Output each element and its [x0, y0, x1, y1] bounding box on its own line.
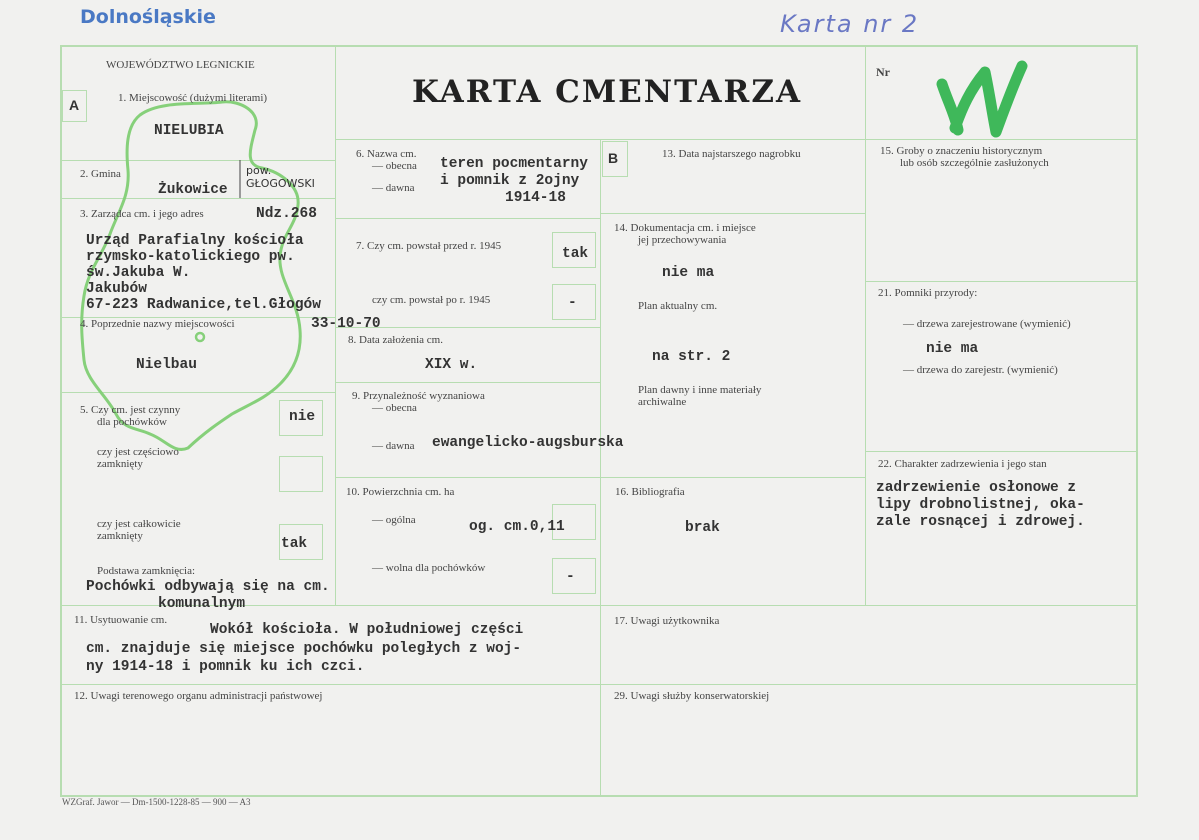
field-10-total: og. cm.0,11: [469, 519, 565, 535]
field-9-label: 9. Przynależność wyznaniowa: [352, 390, 485, 402]
field-11-line: Wokół kościoła. W południowej części: [210, 622, 524, 638]
field-17-label: 17. Uwagi użytkownika: [614, 615, 720, 627]
field-10-label: 10. Powierzchnia cm. ha: [346, 486, 455, 498]
field-21-registered-label: — drzewa zarejestrowane (wymienić): [903, 318, 1071, 330]
field-5-reason: komunalnym: [158, 596, 246, 612]
field-16-label: 16. Bibliografia: [615, 486, 685, 498]
field-12-label: 12. Uwagi terenowego organu administracji państwowej: [74, 690, 323, 702]
field-14-old-label: Plan dawny i inne materiały: [638, 384, 762, 396]
field-4-value: Nielbau: [136, 357, 197, 373]
field-10-total-label: — ogólna: [372, 514, 416, 526]
field-7-after-value: -: [568, 295, 577, 311]
field-5-reason: Pochówki odbywają się na cm.: [86, 579, 330, 595]
field-14-value: nie ma: [662, 265, 715, 281]
field-2-handwritten: pow. GŁOGOWSKI: [246, 164, 315, 190]
field-5-reason-label: Podstawa zamknięcia:: [97, 565, 196, 577]
field-22-label: 22. Charakter zadrzewienia i jego stan: [878, 458, 1047, 470]
field-7-label: 7. Czy cm. powstał przed r. 1945: [356, 240, 502, 252]
field-3-ndz: Ndz.268: [256, 206, 317, 222]
field-10-free-label: — wolna dla pochówków: [372, 562, 486, 574]
field-6-former-label: — dawna: [372, 182, 415, 194]
field-11-line: cm. znajduje się miejsce pochówku poległych z woj-: [86, 641, 522, 657]
page-title: KARTA CMENTARZA: [412, 74, 802, 110]
field-5-active-value: nie: [289, 409, 316, 425]
field-15-label: lub osób szczególnie zasłużonych: [900, 157, 1049, 169]
field-5-full-value: tak: [281, 536, 308, 552]
field-1-label: 1. Miejscowość (dużymi literami): [118, 92, 268, 104]
field-8-value: XIX w.: [425, 357, 478, 373]
field-14-old-label: archiwalne: [638, 396, 687, 408]
field-6-current: teren pocmentarny: [440, 156, 588, 172]
field-5-full-label: czy jest całkowicie: [97, 518, 181, 530]
field-6-current: i pomnik z 2ojny: [440, 173, 580, 189]
field-1-value: NIELUBIA: [154, 123, 224, 139]
handwritten-card-number: Karta nr 2: [780, 10, 920, 38]
field-8-label: 8. Data założenia cm.: [348, 334, 443, 346]
region-stamp: Dolnośląskie: [80, 6, 216, 28]
nr-label: Nr: [876, 65, 890, 79]
field-7-value: tak: [562, 246, 589, 262]
field-16-value: brak: [685, 520, 720, 536]
field-6-current: 1914-18: [505, 190, 566, 206]
voivodeship-label: WOJEWÓDZTWO LEGNICKIE: [106, 59, 255, 71]
field-14-label: jej przechowywania: [638, 234, 727, 246]
field-3-line: rzymsko-katolickiego pw.: [86, 249, 295, 265]
field-14-plan-value: na str. 2: [652, 349, 731, 365]
field-14-label: 14. Dokumentacja cm. i miejsce: [614, 222, 756, 234]
field-3-line: 67-223 Radwanice,tel.Głogów: [86, 297, 321, 313]
field-5-label: 5. Czy cm. jest czynny: [80, 404, 181, 416]
field-13-label: 13. Data najstarszego nagrobku: [662, 148, 801, 160]
field-5-full-label: zamknięty: [97, 530, 143, 542]
field-3-line: Jakubów: [86, 281, 147, 297]
field-3-label: 3. Zarządca cm. i jego adres: [80, 208, 204, 220]
field-10-free: -: [566, 569, 575, 585]
section-b-letter: B: [608, 150, 619, 166]
field-9-current-label: — obecna: [372, 402, 417, 414]
field-5-partial-label: zamknięty: [97, 458, 143, 470]
field-22-line: lipy drobnolistnej, oka-: [876, 497, 1085, 513]
field-22-line: zadrzewienie osłonowe z: [876, 480, 1077, 496]
field-29-label: 29. Uwagi służby konserwatorskiej: [614, 690, 770, 702]
field-5-label: dla pochówków: [97, 416, 167, 428]
field-5-partial-label: czy jest częściowo: [97, 446, 179, 458]
field-9-former-label: — dawna: [372, 440, 415, 452]
field-6-label: 6. Nazwa cm.: [356, 148, 417, 160]
field-21-toregister-label: — drzewa do zarejestr. (wymienić): [903, 364, 1058, 376]
field-4-label: 4. Poprzednie nazwy miejscowości: [80, 318, 235, 330]
field-21-label: 21. Pomniki przyrody:: [878, 287, 978, 299]
field-6-current-label: — obecna: [372, 160, 417, 172]
field-11-line: ny 1914-18 i pomnik ku ich czci.: [86, 659, 365, 675]
field-15-label: 15. Groby o znaczeniu historycznym: [880, 145, 1043, 157]
section-a-letter: A: [69, 97, 80, 113]
field-21-value: nie ma: [926, 341, 979, 357]
field-11-label: 11. Usytuowanie cm.: [74, 614, 168, 626]
field-2-label: 2. Gmina: [80, 168, 121, 180]
field-3-line: 33-10-70: [311, 316, 381, 332]
print-footer: WZGraf. Jawor — Dm-1500-1228-85 — 900 — A3: [62, 797, 251, 807]
field-3-line: Urząd Parafialny kościoła: [86, 233, 304, 249]
field-3-line: św.Jakuba W.: [86, 265, 191, 281]
field-2-value: Żukowice: [158, 182, 228, 198]
field-14-plan-label: Plan aktualny cm.: [638, 300, 718, 312]
field-9-former: ewangelicko-augsburska: [432, 435, 624, 451]
field-22-line: zale rosnącej i zdrowej.: [876, 514, 1085, 530]
field-7-after-label: czy cm. powstał po r. 1945: [372, 294, 491, 306]
